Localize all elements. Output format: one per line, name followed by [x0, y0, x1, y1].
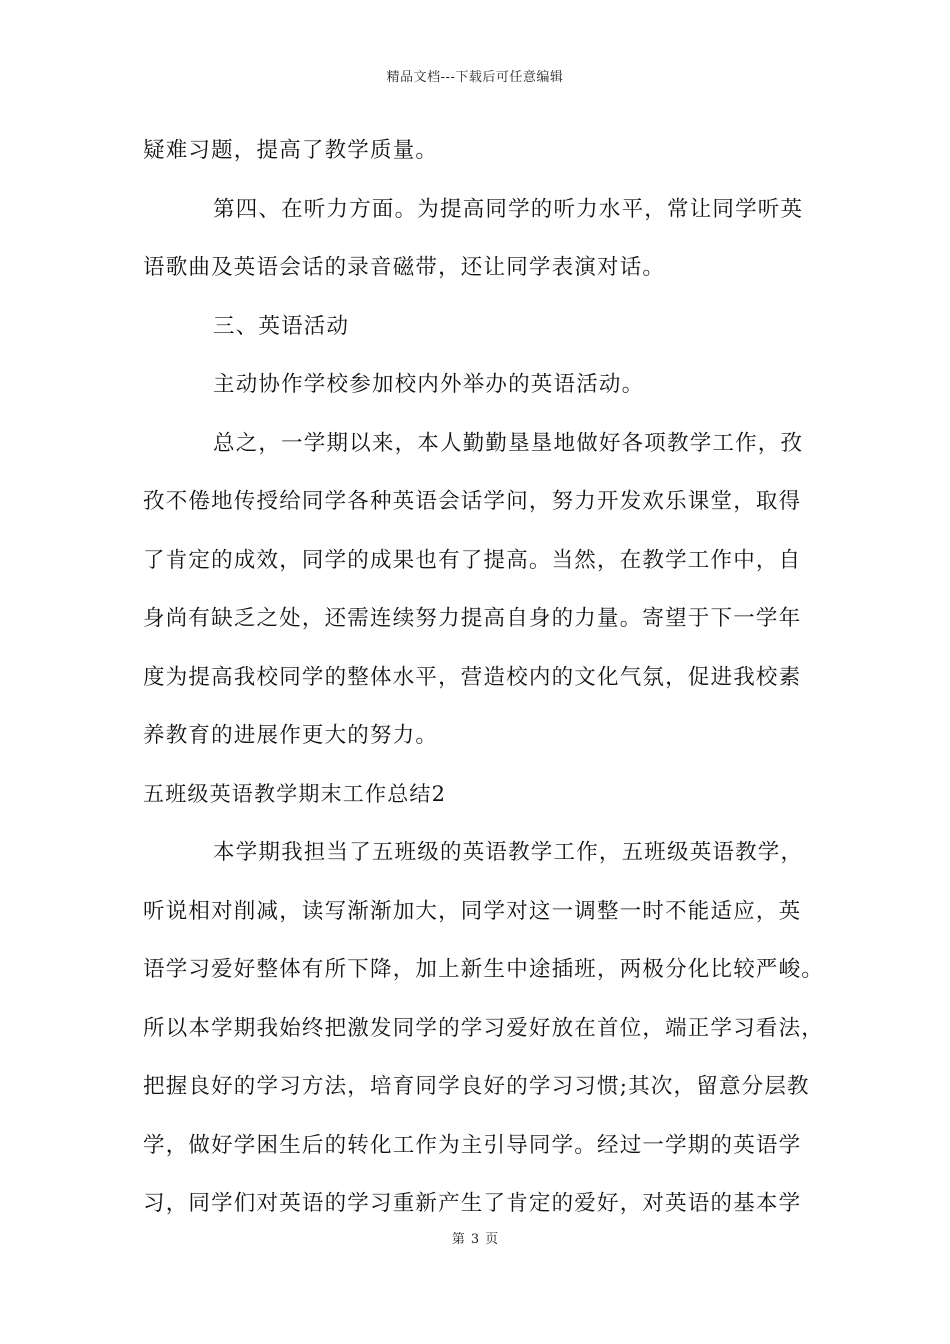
text-line: 语学习爱好整体有所下降，加上新生中途插班，两极分化比较严峻。 — [143, 957, 825, 982]
page-header: 精品文档---下载后可任意编辑 — [386, 70, 564, 85]
text-line: 疑难习题，提高了教学质量。 — [143, 138, 439, 163]
paragraph-start-line: 总之，一学期以来，本人勤勤垦垦地做好各项教学工作，孜 — [213, 430, 804, 456]
paragraph-start-line: 本学期我担当了五班级的英语教学工作，五班级英语教学， — [213, 840, 804, 865]
section-heading: 三、英语活动 — [213, 313, 350, 339]
text-line: 习，同学们对英语的学习重新产生了肯定的爱好，对英语的基本学 — [143, 1191, 802, 1216]
paragraph-start-line: 第四、在听力方面。为提高同学的听力水平，常让同学听英 — [213, 196, 804, 222]
page-label-suffix: 页 — [485, 1232, 499, 1247]
page-number: 3 — [470, 1232, 480, 1247]
text-line: 听说相对削减，读写渐渐加大，同学对这一调整一时不能适应，英 — [143, 898, 802, 924]
page-label-prefix: 第 — [451, 1232, 465, 1247]
text-line: 学，做好学困生后的转化工作为主引导同学。经过一学期的英语学 — [143, 1132, 802, 1158]
page-footer — [0, 1228, 950, 1247]
text-line: 语歌曲及英语会话的录音磁带，还让同学表演对话。 — [143, 255, 666, 280]
text-line: 孜不倦地传授给同学各种英语会话学问，努力开发欢乐课堂，取得 — [143, 489, 802, 514]
text-line: 了肯定的成效，同学的成果也有了提高。当然，在教学工作中，自 — [143, 547, 802, 573]
document-body — [143, 128, 833, 1240]
article-title: 五班级英语教学期末工作总结2 — [143, 781, 447, 806]
text-line: 度为提高我校同学的整体水平，营造校内的文化气氛，促进我校素 — [143, 664, 802, 690]
paragraph-start-line: 主动协作学校参加校内外举办的英语活动。 — [213, 372, 645, 397]
text-line: 所以本学期我始终把激发同学的学习爱好放在首位，端正学习看法， — [143, 1015, 825, 1041]
text-line: 把握良好的学习方法，培育同学良好的学习习惯;其次，留意分层教 — [143, 1074, 810, 1099]
text-line: 养教育的进展作更大的努力。 — [143, 723, 439, 748]
text-line: 身尚有缺乏之处，还需连续努力提高自身的力量。寄望于下一学年 — [143, 606, 802, 631]
